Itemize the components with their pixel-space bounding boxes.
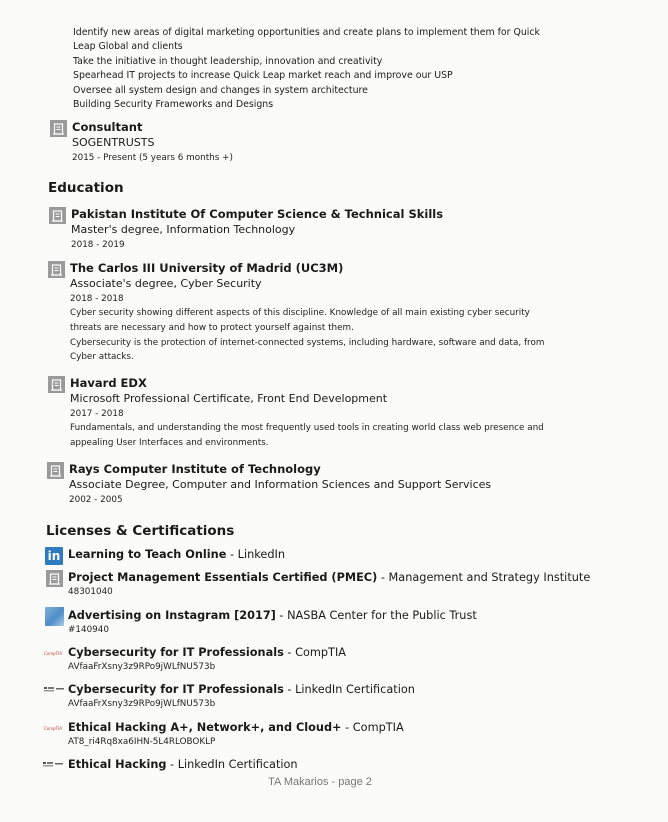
- education-entry: [70, 376, 556, 451]
- education-heading: Education: [48, 180, 124, 196]
- separator: -: [226, 548, 238, 561]
- certification-entry: [68, 682, 415, 711]
- linkedin-learning-logo: [44, 686, 66, 694]
- certification-issuer: CompTIA: [352, 721, 404, 734]
- building-icon: [48, 261, 65, 278]
- certification-name: Advertising on Instagram [2017]: [68, 609, 276, 622]
- bullet-item: Take the initiative in thought leadership, innovation and creativity: [73, 55, 383, 67]
- building-icon: [48, 376, 65, 393]
- bullet-item: Building Security Frameworks and Designs: [73, 99, 274, 111]
- bullet-item: Identify new areas of digital marketing opportunities and create plans to implement them for Quick Leap Global and clients: [73, 27, 540, 53]
- education-dates: 2018 - 2019: [71, 240, 125, 250]
- nasba-logo: [45, 607, 64, 626]
- school-name: Havard EDX: [70, 376, 147, 390]
- experience-entry: [72, 120, 233, 165]
- certification-issuer: CompTIA: [295, 646, 346, 659]
- certification-entry: [68, 547, 285, 562]
- separator: -: [341, 721, 353, 734]
- page-footer: TA Makarios - page 2: [268, 776, 372, 788]
- degree: Microsoft Professional Certificate, Front End Development: [70, 392, 388, 405]
- comptia-logo: CompTIA: [44, 726, 63, 731]
- building-icon: [49, 207, 66, 224]
- certification-entry: [68, 645, 346, 674]
- education-entry: [71, 207, 443, 252]
- degree: Associate's degree, Cyber Security: [70, 277, 262, 290]
- certification-id: AT8_ri4Rq8xa6IHN-5L4RLOBOKLP: [68, 737, 216, 747]
- certification-issuer: Management and Strategy Institute: [388, 571, 591, 584]
- certification-issuer: LinkedIn: [237, 548, 286, 561]
- bullet-item: Oversee all system design and changes in system architecture: [73, 84, 368, 96]
- school-name: Pakistan Institute Of Computer Science & Technical Skills: [71, 207, 444, 221]
- separator: -: [275, 609, 288, 622]
- job-title: Consultant: [72, 120, 143, 134]
- school-name: Rays Computer Institute of Technology: [69, 462, 321, 476]
- building-icon: [46, 570, 63, 587]
- education-description: Cybersecurity is the protection of internet-connected systems, including hardware, software and data, from Cyber attacks.: [70, 337, 545, 363]
- education-entry: [69, 462, 491, 507]
- linkedin-learning-logo: [43, 761, 65, 769]
- education-dates: 2002 - 2005: [69, 495, 123, 505]
- certification-name: Cybersecurity for IT Professionals: [68, 646, 284, 659]
- bullet-item: Spearhead IT projects to increase Quick Leap market reach and improve our USP: [73, 70, 453, 82]
- certification-name: Project Management Essentials Certified (PMEC): [68, 571, 378, 584]
- certification-name: Ethical Hacking A+, Network+, and Cloud+: [68, 721, 342, 734]
- certification-id: AVfaaFrXsny3z9RPo9jWLfNU573b: [68, 699, 216, 709]
- linkedin-logo: in: [45, 547, 63, 565]
- education-dates: 2018 - 2018: [70, 294, 124, 304]
- school-name: The Carlos III University of Madrid (UC3M): [70, 261, 344, 275]
- education-description: Cyber security showing different aspects of this discipline. Knowledge of all main existing cyber security threats are necessary and how to protect yourself against them.: [70, 308, 530, 333]
- certification-id: AVfaaFrXsny3z9RPo9jWLfNU573b: [68, 662, 216, 672]
- certification-entry: [68, 570, 590, 599]
- company-name: SOGENTRUSTS: [72, 136, 155, 149]
- certification-issuer: NASBA Center for the Public Trust: [287, 609, 477, 622]
- degree: Associate Degree, Computer and Information Sciences and Support Services: [69, 478, 492, 491]
- separator: -: [166, 758, 178, 771]
- degree: Master's degree, Information Technology: [71, 223, 296, 236]
- certification-id: #140940: [68, 625, 109, 635]
- separator: -: [283, 683, 296, 696]
- certification-entry: [68, 720, 404, 749]
- certification-issuer: LinkedIn Certification: [177, 758, 298, 771]
- comptia-logo: CompTIA: [44, 651, 63, 656]
- job-dates: 2015 - Present (5 years 6 months +): [72, 153, 233, 163]
- education-description: Fundamentals, and understanding the most frequently used tools in creating world class web presence and appealing User Interfaces and environments.: [70, 423, 544, 448]
- certification-name: Cybersecurity for IT Professionals: [68, 683, 284, 696]
- experience-bullets: [73, 26, 553, 112]
- education-entry: [70, 261, 556, 365]
- certification-entry: [68, 608, 477, 637]
- certification-name: Learning to Teach Online: [68, 548, 227, 561]
- licenses-heading: Licenses & Certifications: [46, 523, 235, 539]
- building-icon: [50, 120, 67, 137]
- education-dates: 2017 - 2018: [70, 409, 124, 419]
- certification-name: Ethical Hacking: [68, 758, 167, 771]
- certification-id: 48301040: [68, 587, 113, 597]
- certification-issuer: LinkedIn Certification: [295, 683, 415, 696]
- separator: -: [283, 646, 296, 659]
- certification-entry: [68, 757, 298, 772]
- separator: -: [377, 571, 389, 584]
- building-icon: [47, 462, 64, 479]
